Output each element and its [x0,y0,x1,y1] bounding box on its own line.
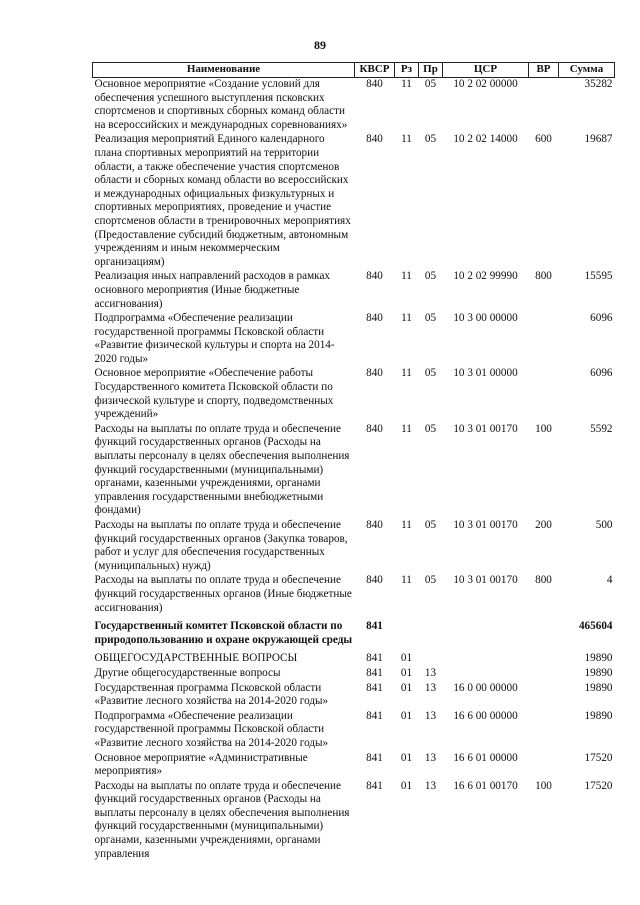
cell-sum: 5592 [590,422,613,435]
cell-csr [443,648,529,667]
cell-pr: 05 [424,312,437,325]
cell-kvsr: 840 [366,574,383,587]
table-row [93,710,615,752]
cell-pr: 05 [424,270,437,283]
cell-sum: 35282 [584,78,613,90]
cell-rz: 01 [400,666,413,679]
cell-kvsr: 841 [366,652,383,665]
table-row [93,574,615,616]
cell-name: Подпрограмма «Обеспечение реализации государственной программы Псковской области «Развитие лесного хозяйства на 2014-2020 годы» [94,709,329,749]
cell-csr [443,667,529,682]
cell-pr [419,616,443,648]
table-row [93,648,615,667]
cell-sum: 17520 [584,779,613,792]
cell-name: Другие общегосударственные вопросы [94,666,281,679]
cell-pr: 05 [424,78,437,90]
cell-vr [529,682,559,710]
table-row [93,667,615,682]
cell-csr: 10 2 02 00000 [453,78,518,90]
cell-csr: 10 2 02 14000 [453,133,518,146]
cell-vr: 600 [535,133,552,146]
cell-pr: 13 [424,779,437,792]
cell-pr: 05 [424,574,437,587]
cell-csr [443,616,529,648]
cell-sum: 19890 [584,652,613,665]
cell-name: Реализация иных направлений расходов в рамках основного мероприятия (Иные бюджетные ассигнования) [94,270,331,310]
cell-rz: 01 [400,681,413,694]
cell-csr: 16 6 00 00000 [453,709,518,722]
cell-sum: 15595 [584,270,613,283]
cell-rz: 11 [401,270,412,283]
cell-name: Реализация мероприятий Единого календарного плана спортивных мероприятий на территории области, а также обеспечение участия спортсменов области и сборных команд области во всероссийских и международных официальных физкультурных и спортивных мероприятиях, проведение и участие спортсменов области в тренировочных мероприятиях (Предоставление субсидий бюджетным, автономным учреждениям и иным некоммерческим организациям) [94,133,351,268]
cell-vr [529,752,559,780]
cell-vr [529,312,559,367]
budget-table [92,62,615,862]
cell-kvsr: 840 [366,422,383,435]
cell-vr: 100 [535,422,552,435]
cell-vr [529,667,559,682]
cell-name: Основное мероприятие «Административные мероприятия» [94,751,308,778]
cell-vr [529,616,559,648]
cell-sum: 6096 [590,312,613,325]
cell-csr: 10 3 01 00170 [453,422,518,435]
table-row [93,682,615,710]
cell-pr: 13 [424,709,437,722]
header-sum: Сумма [559,63,615,78]
cell-kvsr: 841 [366,751,383,764]
header-rz: Рз [395,63,419,78]
cell-kvsr: 841 [366,779,383,792]
cell-pr: 05 [424,367,437,380]
table-row [93,519,615,574]
cell-kvsr: 840 [366,78,383,90]
header-vr: ВР [529,63,559,78]
cell-name: Подпрограмма «Обеспечение реализации государственной программы Псковской области «Развитие физической культуры и спорта на 2014-2020 годы» [94,312,335,365]
table-row [93,133,615,270]
cell-rz: 11 [401,574,412,587]
cell-rz: 11 [401,519,412,531]
table-header-row [93,63,615,78]
cell-vr: 100 [535,779,552,792]
cell-vr: 800 [535,574,552,587]
cell-name: Государственный комитет Псковской области по природопользованию и охране окружающей среды [94,620,353,646]
cell-kvsr: 841 [366,620,383,633]
cell-rz: 11 [401,133,412,146]
table-row [93,78,615,134]
cell-kvsr: 840 [366,312,383,325]
cell-kvsr: 840 [366,133,383,146]
cell-sum: 17520 [584,751,613,764]
cell-rz: 11 [401,78,412,90]
cell-vr [529,648,559,667]
table-row [93,423,615,519]
table-row [93,780,615,863]
header-pr: Пр [419,63,443,78]
cell-sum: 19890 [584,709,613,722]
table-row [93,312,615,367]
table-row [93,270,615,312]
cell-csr: 16 6 01 00000 [453,751,518,764]
cell-sum: 19687 [584,133,613,146]
cell-kvsr: 841 [366,666,383,679]
cell-kvsr: 840 [366,519,383,531]
cell-csr: 10 2 02 99990 [453,270,518,283]
cell-kvsr: 841 [366,681,383,694]
cell-name: Расходы на выплаты по оплате труда и обеспечение функций государственных органов (Иные бюджетные ассигнования) [94,574,352,614]
cell-pr: 13 [424,681,437,694]
cell-name: Расходы на выплаты по оплате труда и обеспечение функций государственных органов (Расходы на выплаты персоналу в целях обеспечения выполнения функций государственными (муниципальными) органами, казенными учреждениями, органами управления государственными внебюджетными фондами) [94,422,350,517]
cell-rz: 01 [400,709,413,722]
header-csr: ЦСР [443,63,529,78]
cell-rz: 01 [400,779,413,792]
cell-kvsr: 840 [366,270,383,283]
cell-name: Расходы на выплаты по оплате труда и обеспечение функций государственных органов (Закупка товаров, работ и услуг для обеспечения государственных (муниципальных) нужд) [94,519,348,572]
cell-sum: 6096 [590,367,613,380]
cell-pr: 13 [424,751,437,764]
header-name: Наименование [93,63,355,78]
cell-pr: 05 [424,422,437,435]
cell-csr: 16 6 01 00170 [453,779,518,792]
cell-sum: 19890 [584,666,613,679]
cell-csr: 16 0 00 00000 [453,681,518,694]
cell-sum: 4 [606,574,613,587]
cell-sum: 500 [595,519,613,531]
cell-csr: 10 3 01 00000 [453,367,518,380]
header-kvsr: КВСР [355,63,395,78]
cell-csr: 10 3 01 00170 [453,519,518,531]
cell-rz: 01 [400,751,413,764]
cell-sum: 19890 [584,681,613,694]
cell-csr: 10 3 00 00000 [453,312,518,325]
table-row [93,367,615,422]
cell-kvsr: 841 [366,709,383,722]
cell-sum: 465604 [578,620,613,633]
cell-rz: 11 [401,312,412,325]
cell-name: ОБЩЕГОСУДАРСТВЕННЫЕ ВОПРОСЫ [94,652,298,665]
cell-name: Основное мероприятие «Обеспечение работы Государственного комитета Псковской области по физической культуре и спорту, подведомственных учреждений» [94,367,334,421]
table-row [93,616,615,648]
cell-vr [529,367,559,422]
cell-pr [419,648,443,667]
cell-rz: 01 [400,652,413,665]
cell-pr: 05 [424,519,437,531]
cell-name: Основное мероприятие «Создание условий для обеспечения успешного выступления псковских спортсменов и спортивных сборных команд области на всероссийских и международных соревнованиях» [94,78,348,131]
cell-kvsr: 840 [366,367,383,380]
cell-vr: 200 [535,519,552,531]
cell-name: Государственная программа Псковской области «Развитие лесного хозяйства на 2014-2020 годы» [94,681,329,708]
cell-vr: 800 [535,270,552,283]
cell-rz: 11 [401,367,412,380]
page-number: 89 [314,38,326,52]
cell-rz: 11 [401,422,412,435]
cell-vr [529,710,559,752]
cell-vr [529,78,559,134]
cell-pr: 05 [424,133,437,146]
cell-rz [395,616,419,648]
table-row [93,752,615,780]
cell-csr: 10 3 01 00170 [453,574,518,587]
cell-name: Расходы на выплаты по оплате труда и обеспечение функций государственных органов (Расходы на выплаты персоналу в целях обеспечения выполнения функций государственными (муниципальными) органами, казенными учреждениями, органами управления [94,779,350,860]
cell-pr: 13 [424,666,437,679]
